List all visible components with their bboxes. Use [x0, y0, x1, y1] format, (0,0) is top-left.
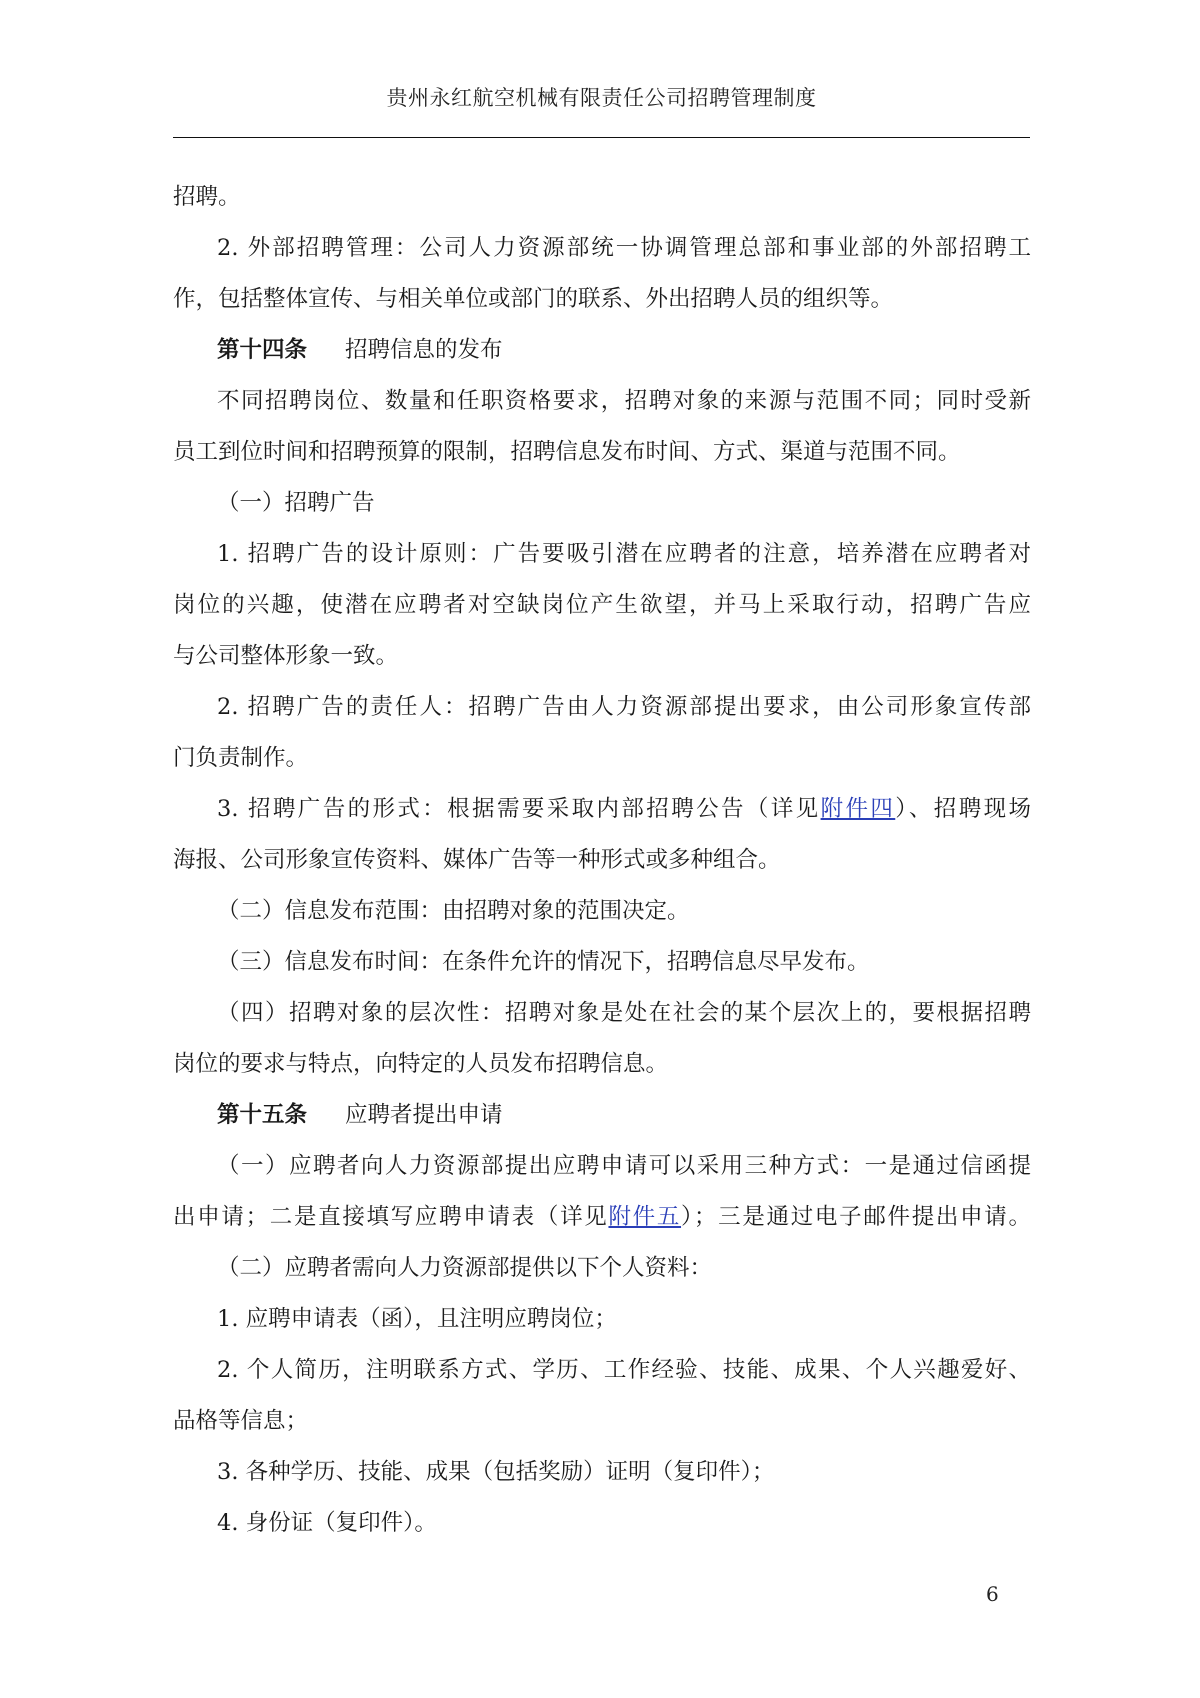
text-fragment: 出申请；二是直接填写应聘申请表（详见: [173, 1204, 609, 1230]
paragraph-line: 不同招聘岗位、数量和任职资格要求，招聘对象的来源与范围不同；同时受新: [217, 388, 1031, 414]
paragraph-line: 与公司整体形象一致。: [173, 643, 399, 669]
paragraph-line: 2. 外部招聘管理：公司人力资源部统一协调管理总部和事业部的外部招聘工: [217, 235, 1031, 261]
paragraph-line: 海报、公司形象宣传资料、媒体广告等一种形式或多种组合。: [173, 847, 781, 873]
list-item: 2. 个人简历，注明联系方式、学历、工作经验、技能、成果、个人兴趣爱好、: [217, 1357, 1031, 1383]
list-item: 3. 各种学历、技能、成果（包括奖励）证明（复印件）；: [217, 1459, 775, 1485]
article-heading-14: [217, 325, 503, 377]
paragraph-line: 1. 招聘广告的设计原则：广告要吸引潜在应聘者的注意，培养潜在应聘者对: [217, 541, 1031, 567]
running-header: 贵州永红航空机械有限责任公司招聘管理制度: [386, 86, 817, 110]
paragraph-line: 招聘。: [173, 184, 241, 210]
article-title: 招聘信息的发布: [345, 337, 503, 363]
paragraph-line: 岗位的要求与特点，向特定的人员发布招聘信息。: [173, 1051, 669, 1077]
attachment-5-link[interactable]: 附件五: [608, 1204, 682, 1230]
paragraph-line: （二）信息发布范围：由招聘对象的范围决定。: [217, 898, 690, 924]
paragraph-line: （二）应聘者需向人力资源部提供以下个人资料：: [217, 1255, 713, 1281]
header-divider: [173, 137, 1030, 138]
article-title: 应聘者提出申请: [345, 1102, 503, 1128]
text-fragment: 3. 招聘广告的形式：根据需要采取内部招聘公告（详见: [217, 796, 821, 822]
list-item: 1. 应聘申请表（函），且注明应聘岗位；: [217, 1306, 617, 1332]
article-number: 第十五条: [217, 1102, 308, 1128]
paragraph-line: 员工到位时间和招聘预算的限制，招聘信息发布时间、方式、渠道与范围不同。: [173, 439, 961, 465]
article-number: 第十四条: [217, 337, 308, 363]
paragraph-line: 门负责制作。: [173, 745, 309, 771]
article-heading-15: [217, 1090, 503, 1142]
paragraph-line: （四）招聘对象的层次性：招聘对象是处在社会的某个层次上的，要根据招聘: [217, 1000, 1031, 1026]
paragraph-line: 岗位的兴趣，使潜在应聘者对空缺岗位产生欲望，并马上采取行动，招聘广告应: [173, 592, 1031, 618]
attachment-4-link[interactable]: 附件四: [820, 796, 896, 822]
page-number: 6: [986, 1582, 999, 1606]
section-heading: （一）招聘广告: [217, 490, 375, 516]
text-fragment: ）；三是通过电子邮件提出申请。: [681, 1204, 1031, 1230]
paragraph-line: （三）信息发布时间：在条件允许的情况下，招聘信息尽早发布。: [217, 949, 870, 975]
paragraph-line: [217, 784, 1031, 836]
paragraph-line: [173, 1192, 1031, 1244]
text-fragment: ）、招聘现场: [895, 796, 1031, 822]
list-item-continuation: 品格等信息；: [173, 1408, 309, 1434]
paragraph-line: 作，包括整体宣传、与相关单位或部门的联系、外出招聘人员的组织等。: [173, 286, 894, 312]
paragraph-line: 2. 招聘广告的责任人：招聘广告由人力资源部提出要求，由公司形象宣传部: [217, 694, 1031, 720]
list-item: 4. 身份证（复印件）。: [217, 1510, 437, 1536]
paragraph-line: （一）应聘者向人力资源部提出应聘申请可以采用三种方式：一是通过信函提: [217, 1153, 1031, 1179]
